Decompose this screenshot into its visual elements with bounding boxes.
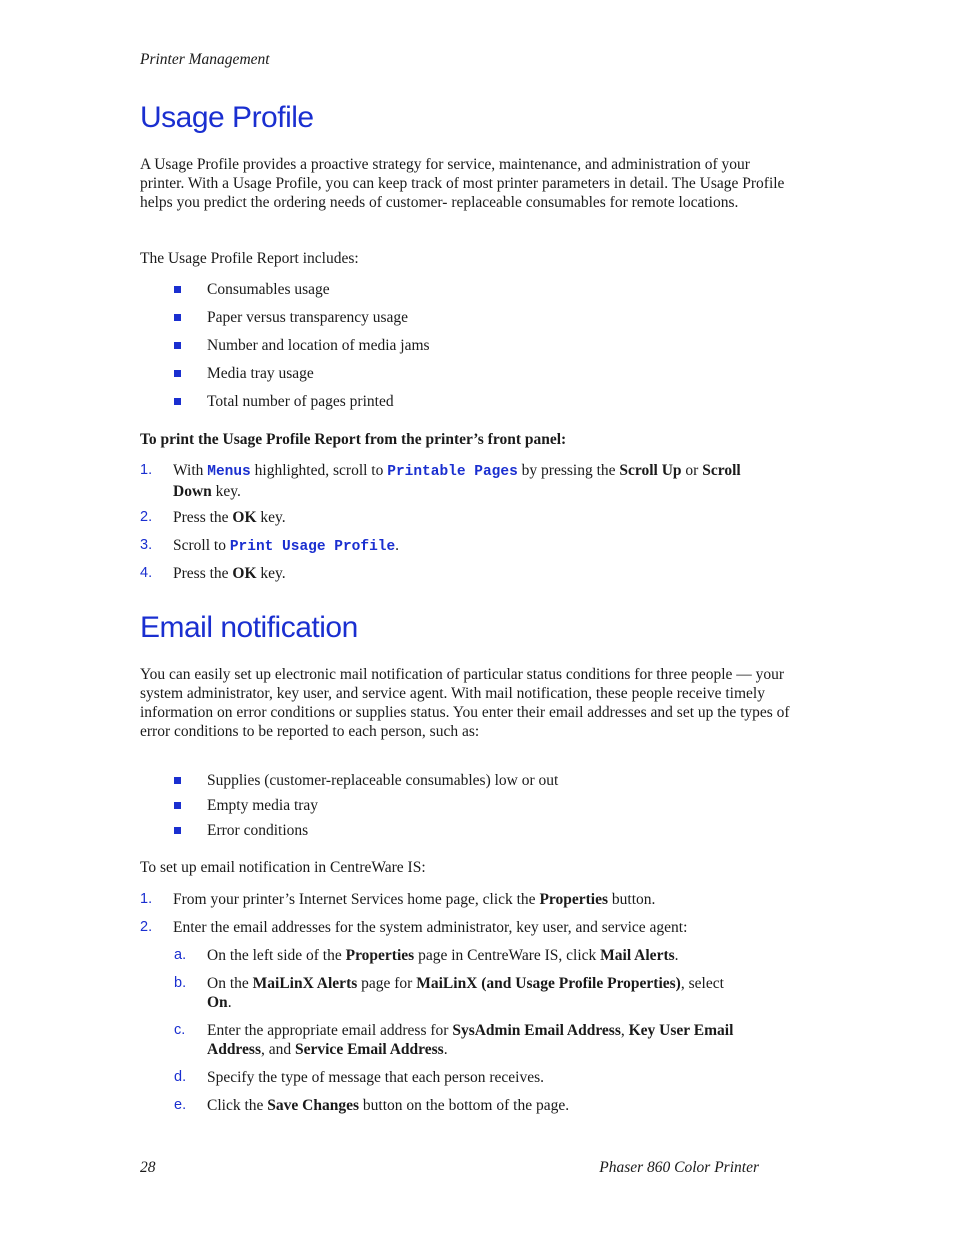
bullet-square-icon <box>174 802 181 809</box>
step-item: 3. Scroll to Print Usage Profile. <box>140 537 400 555</box>
step-item: 1. From your printer’s Internet Services home page, click the Properties button. <box>140 891 656 908</box>
usage-profile-intro: A Usage Profile provides a proactive strategy for service, maintenance, and administration of your printer. With a Usage Profile, you can keep track of most printer parameters in detail. The Usage Profile helps you predict the ordering needs of customer- replaceable consumables for remote locations. <box>140 156 785 211</box>
email-intro: You can easily set up electronic mail notification of particular status conditions for three people — your system administrator, key user, and service agent. With mail notification, these people receive timely information on error conditions or supplies status. You enter their email addresses and set up the types of error conditions to be reported to each person, such as: <box>140 666 790 740</box>
step-number: 1. <box>140 891 153 907</box>
section-title-email-notification: Email notification <box>140 611 358 644</box>
step-item: 1. With Menus highlighted, scroll to Printable Pages by pressing the Scroll Up or Scroll Down key. <box>140 462 741 500</box>
list-item: Supplies (customer-replaceable consumables) low or out <box>140 771 790 796</box>
email-substeps <box>140 946 790 1124</box>
bullet-square-icon <box>174 827 181 834</box>
list-item: Error conditions <box>140 821 790 846</box>
email-conditions-list <box>140 771 790 846</box>
substep-letter: e. <box>174 1097 187 1113</box>
bullet-square-icon <box>174 777 181 784</box>
list-item: Empty media tray <box>140 796 790 821</box>
substep-item: b. On the MaiLinX Alerts page for MaiLinX (and Usage Profile Properties), select On. <box>174 975 724 1011</box>
bullet-square-icon <box>174 370 181 377</box>
menu-code-print-usage-profile: Print Usage Profile <box>229 539 396 555</box>
bullet-square-icon <box>174 398 181 405</box>
list-item: Paper versus transparency usage <box>140 308 790 336</box>
bullet-square-icon <box>174 342 181 349</box>
bullet-square-icon <box>174 286 181 293</box>
step-number: 2. <box>140 919 153 935</box>
menu-code-menus: Menus <box>207 464 251 480</box>
usage-profile-steps <box>140 461 790 592</box>
substep-letter: c. <box>174 1022 186 1038</box>
report-items-list <box>140 280 790 420</box>
substep-letter: a. <box>174 947 187 963</box>
page-number: 28 <box>140 1159 156 1176</box>
step-item: 2. Enter the email addresses for the system administrator, key user, and service agent: <box>140 919 688 936</box>
substep-item: c. Enter the appropriate email address for SysAdmin Email Address, Key User Email Address, and Service Email Address. <box>174 1022 734 1058</box>
email-setup-steps <box>140 890 790 946</box>
substep-letter: d. <box>174 1069 187 1085</box>
step-item: 4. Press the OK key. <box>140 565 286 582</box>
step-item: 2. Press the OK key. <box>140 509 286 526</box>
list-item: Total number of pages printed <box>140 392 790 420</box>
step-number: 2. <box>140 509 153 525</box>
product-name: Phaser 860 Color Printer <box>599 1159 759 1176</box>
step-number: 1. <box>140 462 153 478</box>
substep-item: e. Click the Save Changes button on the bottom of the page. <box>174 1097 570 1114</box>
substep-item: a. On the left side of the Properties page in CentreWare IS, click Mail Alerts. <box>174 947 679 964</box>
report-lead: The Usage Profile Report includes: <box>140 250 359 267</box>
setup-lead: To set up email notification in CentreWare IS: <box>140 859 426 876</box>
list-item: Media tray usage <box>140 364 790 392</box>
bullet-square-icon <box>174 314 181 321</box>
section-title-usage-profile: Usage Profile <box>140 101 314 134</box>
substep-item: d. Specify the type of message that each person receives. <box>174 1069 544 1086</box>
list-item: Number and location of media jams <box>140 336 790 364</box>
procedure-heading: To print the Usage Profile Report from the printer’s front panel: <box>140 431 567 448</box>
list-item: Consumables usage <box>140 280 790 308</box>
step-number: 4. <box>140 565 153 581</box>
running-head: Printer Management <box>140 51 270 68</box>
menu-code-printable-pages: Printable Pages <box>387 464 518 480</box>
substep-letter: b. <box>174 975 187 991</box>
step-number: 3. <box>140 537 153 553</box>
